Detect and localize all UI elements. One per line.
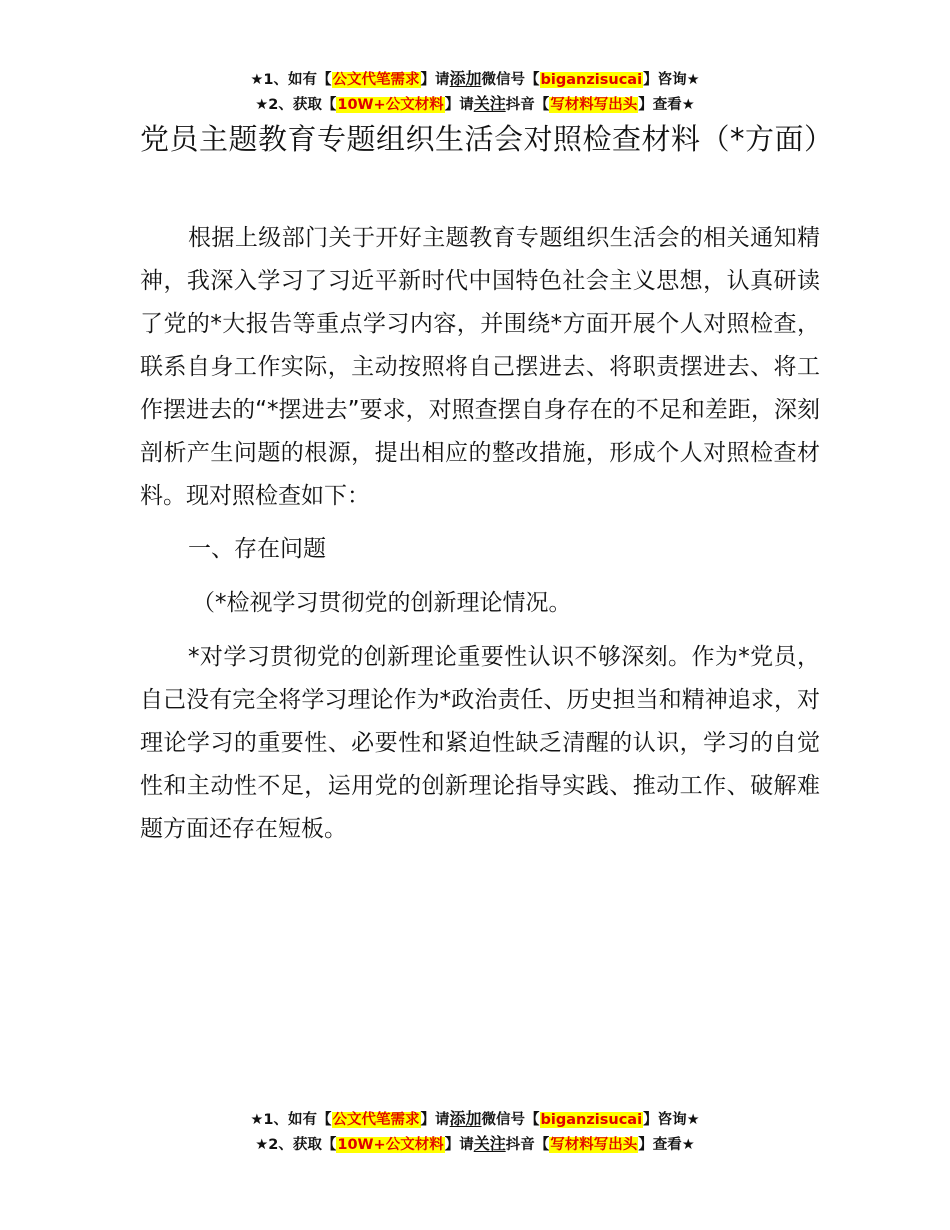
banner-line-1: ★1、如有【公文代笔需求】请添加微信号【biganzisucai】咨询★ bbox=[250, 1109, 700, 1128]
highlight-service: 公文代笔需求 bbox=[332, 72, 420, 88]
highlight-douyin-account: 写材料写出头 bbox=[550, 1137, 638, 1153]
footer-banner bbox=[0, 1107, 950, 1157]
highlight-materials: 10W+公文材料 bbox=[337, 1137, 444, 1153]
banner-line-1: ★1、如有【公文代笔需求】请添加微信号【biganzisucai】咨询★ bbox=[250, 69, 700, 88]
highlight-wechat-id: biganzisucai bbox=[540, 72, 643, 88]
banner-line-2: ★2、获取【10W+公文材料】请关注抖音【写材料写出头】查看★ bbox=[255, 1134, 695, 1153]
body-paragraph: *对学习贯彻党的创新理论重要性认识不够深刻。作为*党员，自己没有完全将学习理论作为*政治责任、历史担当和精神追求，对理论学习的重要性、必要性和紧迫性缺乏清醒的认识，学习的自觉性和主动性不足，运用党的创新理论指导实践、推动工作、破解难题方面还存在短板。 bbox=[140, 644, 820, 842]
document-title: 党员主题教育专题组织生活会对照检查材料（*方面） bbox=[140, 122, 834, 156]
section-heading: 一、存在问题 bbox=[188, 536, 326, 562]
highlight-service: 公文代笔需求 bbox=[332, 1112, 420, 1128]
subsection-heading: （*检视学习贯彻党的创新理论情况。 bbox=[192, 590, 572, 616]
highlight-wechat-id: biganzisucai bbox=[540, 1112, 643, 1128]
banner-line-2: ★2、获取【10W+公文材料】请关注抖音【写材料写出头】查看★ bbox=[255, 94, 695, 113]
header-banner bbox=[0, 67, 950, 117]
highlight-douyin-account: 写材料写出头 bbox=[550, 97, 638, 113]
highlight-materials: 10W+公文材料 bbox=[337, 97, 444, 113]
intro-paragraph: 根据上级部门关于开好主题教育专题组织生活会的相关通知精神，我深入学习了习近平新时代中国特色社会主义思想，认真研读了党的*大报告等重点学习内容，并围绕*方面开展个人对照检查，联系自身工作实际，主动按照将自己摆进去、将职责摆进去、将工作摆进去的“*摆进去”要求，对照查摆自身存在的不足和差距，深刻剖析产生问题的根源，提出相应的整改措施，形成个人对照检查材料。现对照检查如下： bbox=[140, 225, 820, 509]
